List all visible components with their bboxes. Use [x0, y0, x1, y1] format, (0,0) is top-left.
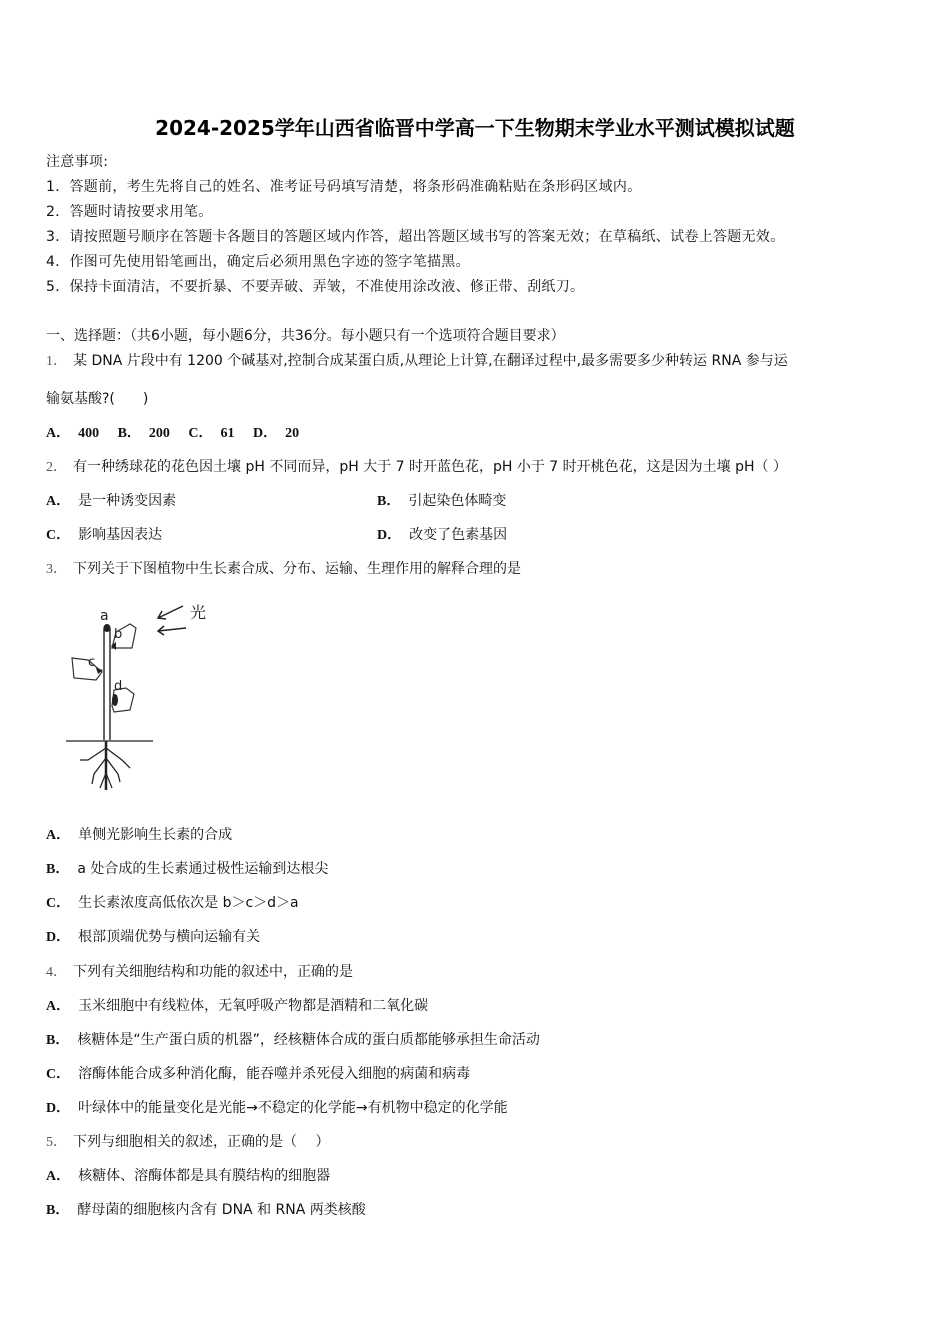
option-letter: D． — [252, 426, 278, 441]
option-text: 20 — [285, 426, 300, 441]
option-text: 生长素浓度高低依次是 b＞c＞d＞a — [78, 895, 299, 911]
option-d[interactable] — [253, 425, 299, 441]
option-text: 400 — [78, 426, 100, 441]
option-letter: D． — [46, 1101, 71, 1116]
section-heading: 一、选择题：（共6小题，每小题6分，共36分。每小题只有一个选项符合题目要求） — [46, 328, 565, 344]
option-text: 叶绿体中的能量变化是光能→不稳定的化学能→有机物中稳定的化学能 — [78, 1100, 508, 1116]
option-text: 是一种诱变因素 — [78, 493, 177, 509]
option-text: 200 — [148, 426, 170, 441]
question-number: 5． — [46, 1135, 67, 1150]
option-text: 玉米细胞中有线粒体，无氧呼吸产物都是酒精和二氧化碳 — [78, 998, 429, 1014]
option-b[interactable] — [118, 425, 170, 441]
option-letter: D． — [377, 528, 402, 543]
option-c[interactable] — [188, 425, 234, 441]
svg-text:a: a — [100, 608, 109, 624]
question-1-options — [46, 423, 299, 444]
option-text: 改变了色素基因 — [409, 527, 508, 543]
question-number: 3． — [46, 562, 67, 577]
question-text: 某 DNA 片段中有 1200 个碱基对,控制合成某蛋白质,从理论上计算,在翻译过程中,最多需要多少种转运 RNA 参与运 — [73, 353, 788, 369]
option-text: 溶酶体能合成多种消化酶，能吞噬并杀死侵入细胞的病菌和病毒 — [78, 1066, 471, 1082]
notice-item-1: 1．答题前，考生先将自己的姓名、准考证号码填写清楚，将条形码准确粘贴在条形码区域内。 — [46, 179, 642, 195]
option-a[interactable] — [46, 425, 99, 441]
option-a[interactable] — [46, 996, 428, 1017]
option-letter: D． — [46, 930, 71, 945]
option-text: a 处合成的生长素通过极性运输到达根尖 — [77, 861, 329, 877]
option-d[interactable] — [377, 525, 507, 546]
option-letter: B． — [46, 862, 70, 877]
option-text: 单侧光影响生长素的合成 — [78, 827, 233, 843]
option-text: 引起染色体畸变 — [408, 493, 507, 509]
option-letter: C． — [46, 896, 71, 911]
question-number: 4． — [46, 965, 67, 980]
question-1-line2: 输氨基酸?( ) — [46, 391, 149, 407]
option-text: 酵母菌的细胞核内含有 DNA 和 RNA 两类核酸 — [77, 1202, 366, 1218]
notice-item-5: 5．保持卡面清洁，不要折暴、不要弄破、弄皱，不准使用涂改液、修正带、刮纸刀。 — [46, 279, 585, 295]
option-b[interactable] — [46, 1200, 366, 1221]
notice-heading: 注意事项: — [46, 154, 109, 170]
option-text: 61 — [220, 426, 235, 441]
option-text: 根部顶端优势与横向运输有关 — [78, 929, 261, 945]
question-5 — [46, 1132, 329, 1153]
option-letter: A． — [46, 828, 71, 843]
question-text: 下列与细胞相关的叙述，正确的是（ ） — [73, 1134, 330, 1150]
option-text: 核糖体是“生产蛋白质的机器”，经核糖体合成的蛋白质都能够承担生命活动 — [77, 1032, 540, 1048]
option-letter: A． — [46, 494, 71, 509]
option-text: 影响基因表达 — [78, 527, 163, 543]
question-4 — [46, 962, 353, 983]
svg-text:b: b — [114, 627, 123, 642]
svg-text:光: 光 — [190, 603, 207, 622]
question-text: 下列关于下图植物中生长素合成、分布、运输、生理作用的解释合理的是 — [73, 561, 521, 577]
option-letter: A． — [46, 426, 71, 441]
notice-item-2: 2．答题时请按要求用笔。 — [46, 204, 213, 220]
option-b[interactable] — [46, 1030, 540, 1051]
question-1 — [46, 351, 788, 372]
question-number: 1． — [46, 354, 67, 369]
notice-item-3: 3．请按照题号顺序在答题卡各题目的答题区域内作答，超出答题区域书写的答案无效；在草稿纸、试卷上答题无效。 — [46, 229, 785, 245]
question-text: 下列有关细胞结构和功能的叙述中，正确的是 — [73, 964, 353, 980]
option-c[interactable] — [46, 893, 299, 914]
notice-item-4: 4．作图可先使用铅笔画出，确定后必须用黑色字迹的签字笔描黑。 — [46, 254, 470, 270]
option-a[interactable] — [46, 491, 176, 512]
option-letter: C． — [188, 426, 213, 441]
option-letter: A． — [46, 1169, 71, 1184]
option-b[interactable] — [377, 491, 506, 512]
plant-auxin-figure — [58, 598, 223, 798]
option-d[interactable] — [46, 927, 260, 948]
option-letter: C． — [46, 528, 71, 543]
page-title: 2024-2025学年山西省临晋中学高一下生物期末学业水平测试模拟试题 — [155, 116, 795, 140]
question-2 — [46, 457, 787, 478]
option-b[interactable] — [46, 859, 328, 880]
question-text: 有一种绣球花的花色因土壤 pH 不同而异，pH 大于 7 时开蓝色花，pH 小于 7 时开桃色花，这是因为土壤 pH（ ） — [73, 459, 787, 475]
option-letter: B． — [46, 1033, 70, 1048]
svg-text:c: c — [88, 655, 96, 670]
option-letter: C． — [46, 1067, 71, 1082]
question-3 — [46, 559, 521, 580]
option-letter: A． — [46, 999, 71, 1014]
option-d[interactable] — [46, 1098, 508, 1119]
option-letter: B． — [117, 426, 141, 441]
option-c[interactable] — [46, 1064, 470, 1085]
option-letter: B． — [46, 1203, 70, 1218]
option-c[interactable] — [46, 525, 162, 546]
option-letter: B． — [377, 494, 401, 509]
option-text: 核糖体、溶酶体都是具有膜结构的细胞器 — [78, 1168, 331, 1184]
option-a[interactable] — [46, 1166, 330, 1187]
svg-text:d: d — [114, 679, 123, 694]
question-number: 2． — [46, 460, 67, 475]
option-a[interactable] — [46, 825, 232, 846]
plant-diagram-icon — [58, 598, 223, 798]
